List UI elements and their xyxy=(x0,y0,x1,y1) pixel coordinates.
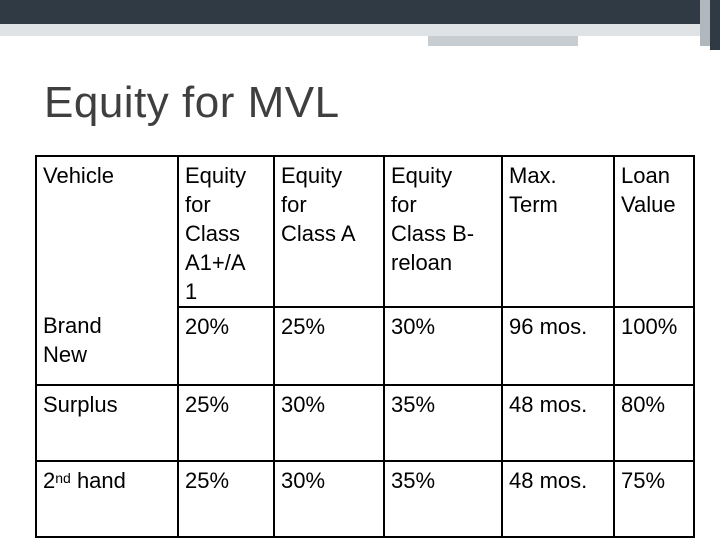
cell-max-term: 96 mos. xyxy=(502,307,614,385)
vehicle-ordinal: nd xyxy=(55,470,71,486)
cell-equity-a: 25% xyxy=(274,307,384,385)
cell-equity-b: 35% xyxy=(384,461,502,537)
vehicle-number: 2 xyxy=(43,468,56,493)
cell-equity-a: 30% xyxy=(274,461,384,537)
header-equity-b: Equity for Class B- reloan xyxy=(384,156,502,307)
cell-loan-value: 80% xyxy=(614,385,694,461)
equity-table xyxy=(35,155,695,538)
cell-max-term: 48 mos. xyxy=(502,461,614,537)
header-accent-tab xyxy=(428,36,578,46)
cell-equity-a1: 25% xyxy=(178,461,274,537)
header-band xyxy=(0,0,720,24)
header-loan-value: Loan Value xyxy=(614,156,694,307)
header-vehicle: Vehicle xyxy=(36,156,178,307)
vehicle-word: hand xyxy=(70,468,126,493)
header-equity-a1: Equity for Class A1+/A 1 xyxy=(178,156,274,307)
cell-equity-b: 35% xyxy=(384,385,502,461)
cell-equity-a: 30% xyxy=(274,385,384,461)
header-equity-a: Equity for Class A xyxy=(274,156,384,307)
cell-loan-value: 75% xyxy=(614,461,694,537)
table-row xyxy=(36,385,694,461)
header-max-term: Max. Term xyxy=(502,156,614,307)
slide-title: Equity for MVL xyxy=(44,78,340,127)
table-row xyxy=(36,461,694,537)
table-row xyxy=(36,307,694,385)
header-row xyxy=(36,156,694,307)
cell-vehicle: Brand New xyxy=(36,307,178,385)
cell-equity-b: 30% xyxy=(384,307,502,385)
cell-max-term: 48 mos. xyxy=(502,385,614,461)
cell-loan-value: 100% xyxy=(614,307,694,385)
cell-equity-a1: 20% xyxy=(178,307,274,385)
cell-vehicle: Surplus xyxy=(36,385,178,461)
corner-accent-dark xyxy=(710,0,720,50)
cell-vehicle xyxy=(36,461,178,537)
header-accent-band xyxy=(0,24,700,36)
cell-equity-a1: 25% xyxy=(178,385,274,461)
